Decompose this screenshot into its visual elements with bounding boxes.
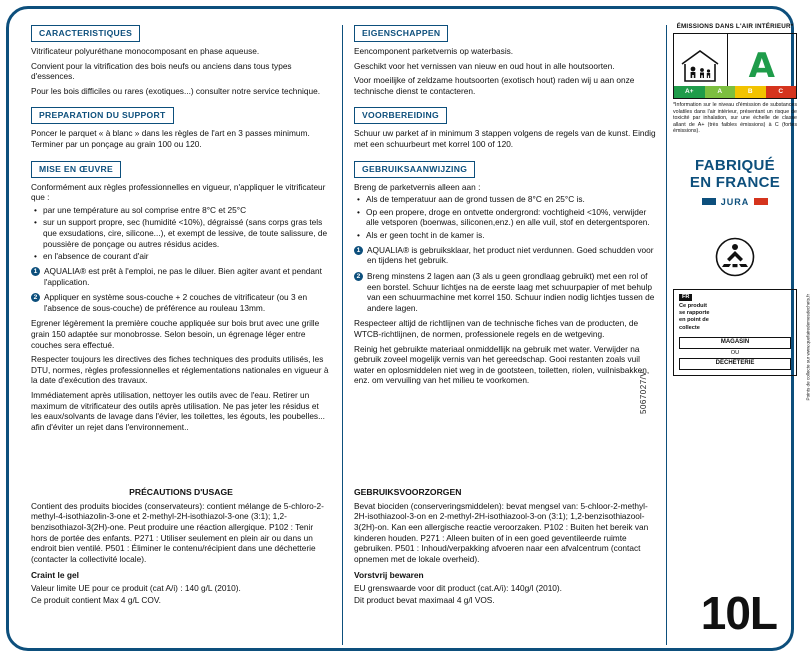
- nl-carac-p3: Voor moeilijke of zeldzame houtsoorten (exotisch hout) raden wij u aan onze technische dienst te contacteren.: [354, 75, 635, 96]
- scale-c: C: [766, 86, 797, 98]
- collection-option-waste-center: DÉCHÈTERIE: [679, 358, 791, 370]
- nl-step-1-text: AQUALIA® is gebruiksklaar, het product niet verdunnen. Goed schudden voor en tijdens het gebruik.: [367, 244, 654, 266]
- section-header-caracteristiques: CARACTERISTIQUES: [31, 25, 140, 42]
- fr-mise-p2: Egrener légèrement la première couche appliquée sur bois brut avec une grille grain 150 adaptée sur monobrosse. Selon besoin, un égrenage léger entre couches sera effectué.: [31, 318, 320, 350]
- emissions-title: ÉMISSIONS DANS L'AIR INTÉRIEUR*: [676, 23, 794, 30]
- emissions-scale: [674, 86, 796, 98]
- section-header-mise-en-oeuvre: MISE EN ŒUVRE: [31, 161, 121, 178]
- fr-carac-p2: Convient pour la vitrification des bois neufs ou anciens dans tous types d'essences.: [31, 60, 292, 82]
- collection-point-box: [673, 289, 810, 401]
- collection-option-store: MAGASIN: [679, 337, 791, 349]
- list-item: • par une température au sol comprise entre 8°C et 25°C: [43, 205, 331, 216]
- fr-precautions-p1: Contient des produits biocides (conservateurs): contient mélange de 5-chloro-2-methyl-4-isothiazolin-3-one et 2-methyl-2H-isothiazol-3-one (3:1); 1,2-benzisothiazol-3(2H)-one. Peut produire une réaction allergique. P102 : Tenir hors de portée des enfants. P271 : Utiliser seulement en plein air ou dans un endroit bien ventilé. P501 : Éliminer le contenu/récipient dans une déchetterie (contacter la collectivité locale).: [31, 500, 324, 564]
- step-badge-1: 1: [31, 267, 40, 276]
- fr-step-2: [31, 292, 331, 313]
- fr-mise-intro: Conformément aux règles professionnelles en vigueur, n'appliquer le vitrificateur que :: [31, 181, 326, 203]
- fr-voc-limit: Valeur limite UE pour ce produit (cat A/i) : 140 g/L (2010).: [31, 582, 241, 593]
- emissions-note: *Information sur le niveau d'émission de substances volatiles dans l'air intérieur, présentant un risque de toxicité par inhalation, sur une échelle de classe allant de A+ (très faibles émissions) à C (fortes émissions).: [673, 102, 797, 135]
- collection-or: OU: [730, 349, 740, 356]
- right-column: [673, 23, 810, 401]
- nl-mise-p3: Reinig het gebruikte materiaal onmiddellijk na gebruik met water. Verwijder na gebruik zoveel mogelijk vernis van het gereedschap. Gooi restanten zoals vuil water en oplosmiddelen niet weg in de gootsteen, toiletten, riolen, vuilnisbakken, enz. om vervuiling van het milieu te voorkomen.: [354, 343, 650, 386]
- column-divider-1: [342, 25, 343, 645]
- region-label: JURA: [720, 196, 750, 207]
- section-header-gebruiksaanwijzing: GEBRUIKSAANWIJZING: [354, 161, 475, 178]
- dutch-precautions: [354, 487, 659, 610]
- nl-mise-p2: Respecteer altijd de richtlijnen van de technische fiches van de producten, de WTCB-richtlijnen, de normen, professionele regels en de wetgeving.: [354, 318, 639, 339]
- section-header-voorbereiding: VOORBEREIDING: [354, 107, 447, 124]
- fr-frost-warning: Craint le gel: [31, 570, 79, 581]
- made-in-line-2: EN FRANCE: [689, 174, 781, 192]
- made-in-line-1: FABRIQUÉ: [695, 157, 775, 175]
- section-header-eigenschappen: EIGENSCHAPPEN: [354, 25, 448, 42]
- fr-step-1: [31, 266, 331, 287]
- nl-frost-warning: Vorstvrij bewaren: [354, 570, 424, 581]
- step-badge-2: 2: [354, 272, 363, 281]
- nl-mise-bullets: [354, 194, 659, 240]
- nl-voc-content: Dit product bevat maximaal 4 g/l VOS.: [354, 595, 495, 606]
- collection-line-2: se rapporte: [679, 310, 710, 317]
- column-divider-2: [666, 25, 667, 645]
- product-label: [6, 6, 810, 651]
- fr-carac-p3: Pour les bois difficiles ou rares (exotiques...) consulter notre service technique.: [31, 85, 320, 96]
- nl-precautions-title: GEBRUIKSVOORZORGEN: [354, 487, 462, 497]
- triman-wrap: [673, 237, 797, 277]
- list-item: • sur un support propre, sec (humidité <10%), dégraissé (sans corps gras tels que exsudations, cire, silicone...), et exempt de lessive, de toute salissure, de poussière de ponçage ou autres résidus acides.: [43, 217, 331, 249]
- nl-carac-p1: Eencomponent parketvernis op waterbasis.: [354, 46, 514, 56]
- print-code: 5067027/V: [639, 370, 648, 414]
- section-header-preparation: PREPARATION DU SUPPORT: [31, 107, 174, 124]
- fr-precautions-title: PRÉCAUTIONS D'USAGE: [129, 487, 233, 497]
- dutch-column: [354, 25, 659, 390]
- fr-carac-p1: Vitrificateur polyuréthane monocomposant en phase aqueuse.: [31, 46, 260, 56]
- flag-red-icon: [754, 198, 768, 205]
- fr-step-1-text: AQUALIA® est prêt à l'emploi, ne pas le diluer. Bien agiter avant et pendant l'application.: [44, 265, 322, 287]
- step-badge-2: 2: [31, 293, 40, 302]
- step-badge-1: 1: [354, 246, 363, 255]
- collection-line-4: collecte: [679, 324, 700, 331]
- collection-url: Points de collecte sur www.quefairedemesdechets.fr: [805, 293, 810, 401]
- fr-mise-p3: Respecter toujours les directives des fiches techniques des produits utilisés, les DTU, normes, règles professionnelles et réglementations nationales en vigueur à la date d'exécution des travaux.: [31, 354, 329, 386]
- collection-line-1: Ce produit: [679, 302, 707, 309]
- collection-line-3: en point de: [679, 317, 709, 324]
- fr-voc-content: Ce produit contient Max 4 g/L COV.: [31, 595, 161, 606]
- fr-country-tag: FR: [679, 294, 692, 301]
- nl-step-2-text: Breng minstens 2 lagen aan (3 als u geen grondlaag gebruikt) met een rol of een borstel. Schuur lichtjes na de eerste laag met schuurpapier of met behulp van een schuurmachine met korrel 150. Schuur indien nodig lichtjes tussen de andere lagen.: [367, 270, 655, 313]
- fr-mise-p4: Immédiatement après utilisation, nettoyer les outils avec de l'eau. Retirer un maximum de vitrificateur des outils après utilisation. Ne pas jeter les résidus et les eaux/solvants de lavage dans l'évier, les toilettes, les égouts, les poubelles... afin d'éviter un rejet dans l'environnement..: [31, 390, 325, 432]
- volume-label: 10L: [700, 587, 777, 639]
- fr-prep-p1: Poncer le parquet « à blanc » dans les règles de l'art en 3 passes minimum. Terminer par un ponçage au grain 100 ou 120.: [31, 128, 310, 150]
- french-precautions: [31, 487, 331, 610]
- scale-b: B: [735, 86, 766, 98]
- made-in-france: [673, 157, 797, 192]
- flag-blue-icon: [702, 198, 716, 205]
- fr-step-2-text: Appliquer en système sous-couche + 2 couches de vitrificateur (ou 3 en l'absence de sous-couche) de préférence au rouleau 13mm.: [44, 292, 308, 313]
- region-row: [673, 197, 797, 207]
- scale-a: A: [705, 86, 736, 98]
- fr-mise-bullets: [31, 205, 331, 262]
- scale-a-plus: A+: [674, 86, 705, 98]
- nl-precautions-p1: Bevat biociden (conserveringsmiddelen): bevat mengsel van: 5-chloor-2-methyl-2H-isothiazool-3-on en 2-methyl-2H-isothiazool-3-on (3:1); 1,2-benzisothiazool-3(2H)-on. Kan een allergische reactie veroorzaken. P102 : Buiten het bereik van kinderen houden. P271 : Alleen buiten of in een goed geventileerde ruimte gebruiken. P501 : Inhoud/verpakking afvoeren naar een afvalcentrum (contact opnemen met de lokale overheid).: [354, 500, 649, 564]
- nl-prep-p1: Schuur uw parket af in minimum 3 stappen volgens de regels van de kunst. Eindig met een schuurbeurt met korrel 100 of 120.: [354, 128, 656, 150]
- french-column: [31, 25, 331, 436]
- triman-recycling-icon: [712, 237, 758, 277]
- house-people-icon: [678, 46, 722, 86]
- emissions-rating-box: [673, 33, 797, 99]
- nl-step-1: [354, 245, 659, 266]
- list-item: • en l'absence de courant d'air: [43, 251, 331, 262]
- list-item: • Als er geen tocht in de kamer is.: [366, 230, 659, 241]
- emissions-grade: A: [748, 46, 775, 86]
- list-item: • Als de temperatuur aan de grond tussen de 8°C en 25°C is.: [366, 194, 659, 205]
- nl-carac-p2: Geschikt voor het vernissen van nieuw en oud hout in alle houtsoorten.: [354, 60, 615, 71]
- nl-mise-intro: Breng de parketvernis alleen aan :: [354, 181, 481, 192]
- list-item: • Op een propere, droge en ontvette ondergrond: vochtigheid <10%, verwijder alle vetsporen (boenwas, siliconen,enz.) en alle vuil, stof en detergentsporen.: [366, 207, 659, 228]
- nl-step-2: [354, 271, 659, 313]
- nl-voc-limit: EU grenswaarde voor dit product (cat.A/i): 140g/l (2010).: [354, 582, 562, 593]
